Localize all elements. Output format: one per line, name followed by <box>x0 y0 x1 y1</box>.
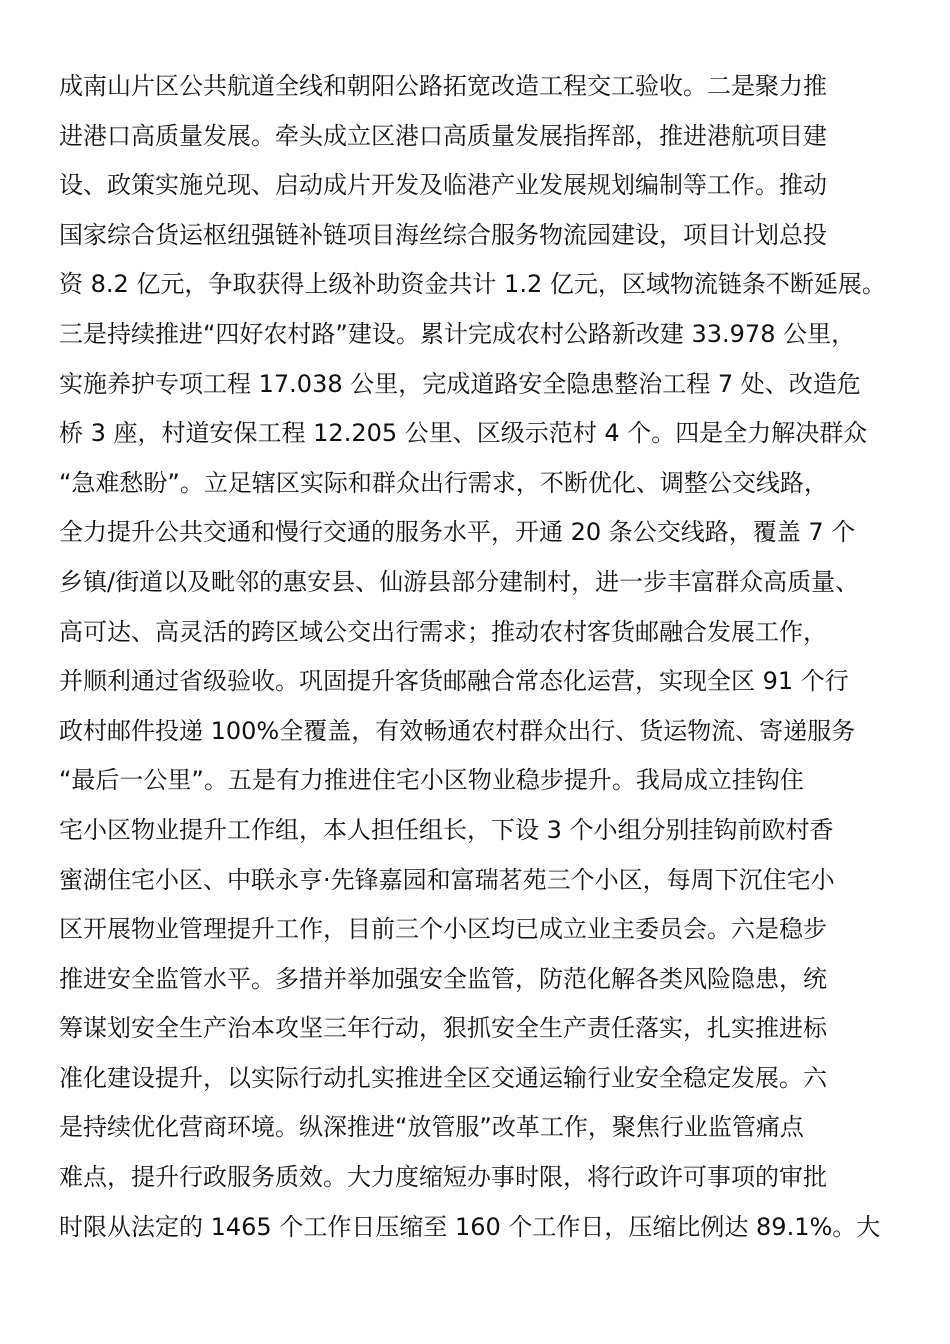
text-line-19: 推进安全监管水平。多措并举加强安全监管，防范化解各类风险隐患，统 <box>59 964 827 993</box>
text-line-1: 成南山片区公共航道全线和朝阳公路拓宽改造工程交工验收。二是聚力推 <box>59 72 827 100</box>
text-line-22: 是持续优化营商环境。纵深推进“放管服”改革工作，聚焦行业监管痛点 <box>59 1113 804 1142</box>
text-line-20: 筹谋划安全生产治本攻坚三年行动，狠抓安全生产责任落实，扎实推进标 <box>59 1014 827 1043</box>
text-line-11: 乡镇/街道以及毗邻的惠安县、仙游县部分建制村，进一步丰富群众高质量、 <box>59 567 860 596</box>
text-line-7: 实施养护专项工程 17.038 公里，完成道路安全隐患整治工程 7 处、改造危 <box>59 369 861 398</box>
text-line-18: 区开展物业管理提升工作，目前三个小区均已成立业主委员会。六是稳步 <box>59 915 827 944</box>
text-line-12: 高可达、高灵活的跨区域公交出行需求；推动农村客货邮融合发展工作， <box>59 617 827 646</box>
text-line-15: “最后一公里”。五是有力推进住宅小区物业稳步提升。我局成立挂钩住 <box>59 766 804 795</box>
body-text <box>59 62 939 1252</box>
text-line-13: 并顺利通过省级验收。巩固提升客货邮融合常态化运营，实现全区 91 个行 <box>59 667 849 696</box>
text-line-8: 桥 3 座，村道安保工程 12.205 公里、区级示范村 4 个。四是全力解决群众 <box>59 419 868 448</box>
text-line-9: “急难愁盼”。立足辖区实际和群众出行需求，不断优化、调整公交线路， <box>59 468 828 497</box>
text-line-6: 三是持续推进“四好农村路”建设。累计完成农村公路新改建 33.978 公里， <box>59 319 856 348</box>
text-line-4: 国家综合货运枢纽强链补链项目海丝综合服务物流园建设，项目计划总投 <box>59 220 827 249</box>
text-line-17: 蜜湖住宅小区、中联永亨·先锋嘉园和富瑞茗苑三个小区，每周下沉住宅小 <box>59 865 835 894</box>
text-line-2: 进港口高质量发展。牵头成立区港口高质量发展指挥部，推进港航项目建 <box>59 121 827 150</box>
text-line-5: 资 8.2 亿元，争取获得上级补助资金共计 1.2 亿元，区域物流链条不断延展。 <box>59 270 886 299</box>
text-line-10: 全力提升公共交通和慢行交通的服务水平，开通 20 条公交线路，覆盖 7 个 <box>59 518 856 547</box>
text-line-23: 难点，提升行政服务质效。大力度缩短办事时限，将行政许可事项的审批 <box>59 1163 827 1192</box>
text-line-24: 时限从法定的 1465 个工作日压缩至 160 个工作日，压缩比例达 89.1%。大 <box>59 1212 881 1241</box>
text-line-16: 宅小区物业提升工作组，本人担任组长，下设 3 个小组分别挂钩前欧村香 <box>59 815 834 844</box>
text-line-14: 政村邮件投递 100%全覆盖，有效畅通农村群众出行、货运物流、寄递服务 <box>59 716 856 745</box>
text-line-3: 设、政策实施兑现、启动成片开发及临港产业发展规划编制等工作。推动 <box>59 171 827 200</box>
text-line-21: 准化建设提升，以实际行动扎实推进全区交通运输行业安全稳定发展。六 <box>59 1063 827 1092</box>
